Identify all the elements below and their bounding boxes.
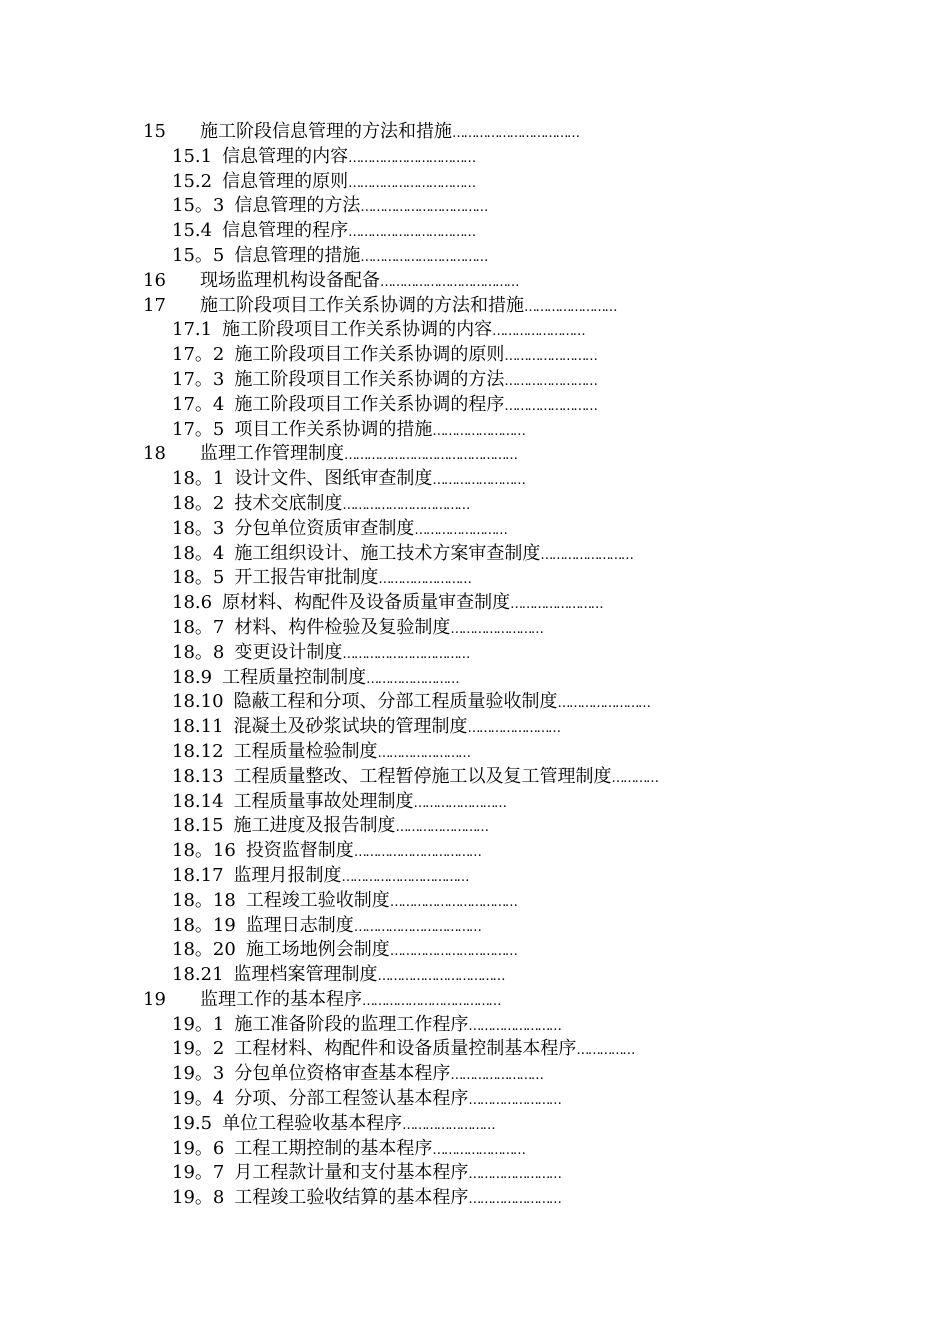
toc-subsection: [0, 938, 950, 963]
toc-subsection: [0, 641, 950, 666]
toc-entry-number: 18.6: [172, 592, 213, 614]
toc-subsection: [0, 492, 950, 517]
toc-entry-title: 信息管理的措施: [234, 244, 361, 266]
toc-entry-leader: ……………………: [432, 1142, 525, 1158]
toc-entry-leader: ……………………: [378, 572, 471, 588]
toc-entry-number: 19.5: [172, 1112, 213, 1134]
toc-entry-title: 工程竣工验收制度: [245, 889, 390, 911]
toc-subsection: [0, 318, 950, 343]
toc-entry-title: 施工阶段项目工作关系协调的内容: [222, 319, 493, 341]
toc-subsection: [0, 566, 950, 591]
toc-section: [0, 269, 950, 294]
toc-entry-title: 分包单位资格审查基本程序: [234, 1063, 451, 1085]
table-of-contents: [0, 120, 950, 1211]
toc-entry-number: 18.10: [172, 691, 224, 713]
toc-entry-leader: ……………………: [413, 795, 506, 811]
toc-entry-number: 19。3: [172, 1063, 225, 1085]
toc-entry-title: 开工报告审批制度: [234, 567, 379, 589]
toc-entry-leader: ……………………: [468, 1093, 561, 1109]
toc-entry-number: 18。16: [172, 840, 236, 862]
toc-subsection: [0, 889, 950, 914]
toc-entry-title: 投资监督制度: [245, 840, 354, 862]
toc-entry-leader: …………: [611, 770, 658, 786]
toc-entry-title: 原材料、构配件及设备质量审查制度: [222, 592, 511, 614]
toc-entry-number: 18。18: [172, 889, 236, 911]
toc-entry-leader: ……………………: [414, 522, 507, 538]
toc-entry-title: 监理日志制度: [245, 914, 354, 936]
toc-entry-title: 施工场地例会制度: [245, 939, 390, 961]
toc-entry-leader: ……………………………: [360, 200, 487, 216]
toc-entry-title: 混凝土及砂浆试块的管理制度: [233, 716, 468, 738]
toc-entry-title: 工程工期控制的基本程序: [234, 1137, 433, 1159]
toc-subsection: [0, 1037, 950, 1062]
toc-entry-title: 工程质量事故处理制度: [233, 790, 414, 812]
toc-entry-leader: ……………………………: [348, 225, 475, 241]
toc-subsection: [0, 1013, 950, 1038]
toc-section: [0, 988, 950, 1013]
toc-entry-title: 工程质量检验制度: [233, 740, 378, 762]
toc-entry-leader: ……………………………: [342, 497, 469, 513]
toc-subsection: [0, 914, 950, 939]
toc-subsection: [0, 591, 950, 616]
toc-entry-title: 施工进度及报告制度: [233, 815, 396, 837]
toc-entry-leader: ……………………: [510, 597, 603, 613]
toc-subsection: [0, 790, 950, 815]
toc-subsection: [0, 1161, 950, 1186]
toc-entry-number: 15: [143, 121, 166, 142]
toc-entry-number: 18.13: [172, 765, 224, 787]
toc-entry-number: 19。2: [172, 1038, 225, 1060]
toc-entry-leader: ……………………: [468, 1192, 561, 1208]
toc-entry-leader: ……………………………: [353, 919, 481, 935]
toc-section: [0, 120, 950, 145]
toc-entry-number: 18.21: [172, 964, 224, 986]
toc-entry-number: 18。2: [172, 492, 225, 514]
toc-entry-number: 17。5: [172, 418, 225, 440]
toc-entry-leader: ……………………………: [452, 126, 579, 141]
toc-entry-title: 分包单位资质审查制度: [234, 517, 415, 539]
toc-entry-leader: ……………………………: [342, 646, 469, 662]
toc-entry-leader: ……………………: [492, 324, 585, 340]
toc-entry-title: 单位工程验收基本程序: [222, 1112, 403, 1134]
toc-entry-number: 17.1: [172, 319, 213, 341]
toc-entry-number: 18.11: [172, 716, 224, 738]
toc-entry-title: 现场监理机构设备配备: [200, 269, 380, 291]
toc-entry-title: 月工程款计量和支付基本程序: [234, 1162, 469, 1184]
toc-subsection: [0, 467, 950, 492]
toc-entry-leader: ……………: [576, 1043, 634, 1059]
toc-subsection: [0, 814, 950, 839]
toc-entry-leader: ……………………: [377, 745, 470, 761]
toc-entry-leader: ……………………………: [341, 869, 469, 885]
toc-entry-leader: ……………………: [557, 696, 650, 712]
toc-entry-number: 19。6: [172, 1137, 225, 1159]
toc-entry-leader: ……………………………: [348, 150, 475, 166]
toc-entry-leader: ……………………………: [377, 969, 505, 985]
toc-entry-leader: ……………………: [524, 299, 616, 315]
toc-entry-title: 工程质量整改、工程暂停施工以及复工管理制度: [233, 765, 612, 787]
toc-entry-number: 18.14: [172, 790, 224, 812]
toc-entry-leader: ……………………: [468, 1018, 561, 1034]
toc-entry-leader: ……………………: [450, 1068, 543, 1084]
toc-entry-title: 信息管理的原则: [222, 170, 349, 192]
toc-entry-number: 19。8: [172, 1187, 225, 1209]
toc-entry-title: 施工阶段信息管理的方法和措施: [200, 121, 452, 142]
toc-entry-number: 18。19: [172, 914, 236, 936]
toc-subsection: [0, 1112, 950, 1137]
toc-subsection: [0, 765, 950, 790]
toc-entry-number: 18。1: [172, 468, 225, 490]
toc-entry-leader: ……………………: [432, 473, 525, 489]
toc-entry-number: 15.4: [172, 220, 213, 242]
toc-entry-number: 18。7: [172, 616, 225, 638]
toc-entry-leader: ………………………………: [380, 274, 518, 290]
toc-entry-leader: ………………………………………: [344, 448, 517, 464]
toc-entry-leader: ……………………: [504, 398, 597, 414]
toc-entry-leader: ……………………: [395, 820, 488, 836]
toc-subsection: [0, 542, 950, 567]
toc-entry-title: 技术交底制度: [234, 492, 343, 514]
toc-entry-title: 信息管理的方法: [234, 195, 361, 217]
toc-entry-title: 变更设计制度: [234, 641, 343, 663]
toc-entry-number: 15.2: [172, 170, 213, 192]
toc-entry-number: 18.15: [172, 815, 224, 837]
toc-subsection: [0, 145, 950, 170]
toc-entry-leader: ……………………: [366, 671, 459, 687]
toc-entry-number: 17。2: [172, 344, 225, 366]
toc-subsection: [0, 839, 950, 864]
toc-entry-number: 19。1: [172, 1013, 225, 1035]
toc-section: [0, 294, 950, 319]
toc-entry-number: 18。4: [172, 542, 225, 564]
toc-entry-leader: ……………………………: [360, 249, 487, 265]
toc-entry-leader: ……………………………: [389, 944, 517, 960]
toc-entry-leader: ……………………………: [348, 175, 475, 191]
toc-subsection: [0, 517, 950, 542]
toc-entry-number: 18: [143, 443, 166, 465]
toc-entry-leader: ……………………………: [389, 894, 517, 910]
toc-entry-title: 施工阶段项目工作关系协调的方法: [234, 368, 505, 390]
toc-subsection: [0, 963, 950, 988]
toc-entry-title: 信息管理的程序: [222, 220, 349, 242]
toc-entry-number: 18。8: [172, 641, 225, 663]
toc-entry-title: 隐蔽工程和分项、分部工程质量验收制度: [233, 691, 558, 713]
toc-entry-number: 15.1: [172, 145, 213, 167]
toc-subsection: [0, 244, 950, 269]
toc-subsection: [0, 1087, 950, 1112]
toc-entry-number: 18.12: [172, 740, 224, 762]
toc-subsection: [0, 740, 950, 765]
toc-entry-leader: ……………………: [468, 1167, 561, 1183]
toc-entry-leader: ……………………: [504, 349, 597, 365]
toc-entry-number: 17。3: [172, 368, 225, 390]
toc-subsection: [0, 393, 950, 418]
toc-subsection: [0, 666, 950, 691]
toc-entry-leader: ……………………: [402, 1117, 495, 1133]
toc-entry-title: 监理工作管理制度: [200, 443, 344, 465]
toc-subsection: [0, 690, 950, 715]
toc-entry-title: 分项、分部工程签认基本程序: [234, 1088, 469, 1110]
toc-subsection: [0, 1062, 950, 1087]
toc-entry-title: 施工阶段项目工作关系协调的原则: [234, 344, 505, 366]
toc-entry-title: 监理档案管理制度: [233, 964, 378, 986]
toc-subsection: [0, 1186, 950, 1211]
toc-entry-number: 17: [143, 294, 166, 316]
toc-entry-title: 材料、构件检验及复验制度: [234, 616, 451, 638]
toc-section: [0, 442, 950, 467]
toc-entry-number: 15。3: [172, 195, 225, 217]
toc-entry-title: 工程材料、构配件和设备质量控制基本程序: [234, 1038, 577, 1060]
toc-subsection: [0, 170, 950, 195]
toc-subsection: [0, 616, 950, 641]
toc-entry-number: 18.17: [172, 864, 224, 886]
toc-entry-number: 18.9: [172, 666, 213, 688]
toc-subsection: [0, 219, 950, 244]
toc-subsection: [0, 194, 950, 219]
toc-entry-number: 18。20: [172, 939, 236, 961]
toc-entry-number: 16: [143, 269, 166, 291]
toc-subsection: [0, 864, 950, 889]
toc-entry-number: 15。5: [172, 244, 225, 266]
toc-entry-number: 19: [143, 988, 166, 1010]
toc-entry-number: 18。5: [172, 567, 225, 589]
toc-entry-leader: ……………………: [432, 423, 525, 439]
toc-entry-title: 设计文件、图纸审查制度: [234, 468, 433, 490]
toc-entry-number: 19。4: [172, 1088, 225, 1110]
toc-entry-title: 监理工作的基本程序: [200, 988, 362, 1010]
toc-entry-leader: ……………………: [450, 621, 543, 637]
toc-entry-number: 17。4: [172, 393, 225, 415]
toc-entry-number: 18。3: [172, 517, 225, 539]
toc-entry-title: 信息管理的内容: [222, 145, 349, 167]
toc-subsection: [0, 1137, 950, 1162]
toc-entry-title: 施工准备阶段的监理工作程序: [234, 1013, 469, 1035]
toc-entry-leader: ……………………: [540, 547, 633, 563]
toc-entry-leader: ………………………………: [362, 993, 500, 1009]
toc-entry-leader: ……………………: [467, 721, 560, 737]
toc-entry-title: 施工组织设计、施工技术方案审查制度: [234, 542, 541, 564]
toc-entry-title: 监理月报制度: [233, 864, 342, 886]
toc-subsection: [0, 368, 950, 393]
toc-entry-title: 工程竣工验收结算的基本程序: [234, 1187, 469, 1209]
toc-subsection: [0, 418, 950, 443]
toc-entry-leader: ……………………: [504, 373, 597, 389]
toc-entry-title: 工程质量控制制度: [222, 666, 367, 688]
toc-subsection: [0, 715, 950, 740]
toc-entry-title: 施工阶段项目工作关系协调的程序: [234, 393, 505, 415]
toc-entry-title: 项目工作关系协调的措施: [234, 418, 433, 440]
toc-entry-number: 19。7: [172, 1162, 225, 1184]
toc-entry-title: 施工阶段项目工作关系协调的方法和措施: [200, 294, 524, 316]
toc-subsection: [0, 343, 950, 368]
toc-entry-leader: ……………………………: [353, 845, 481, 861]
